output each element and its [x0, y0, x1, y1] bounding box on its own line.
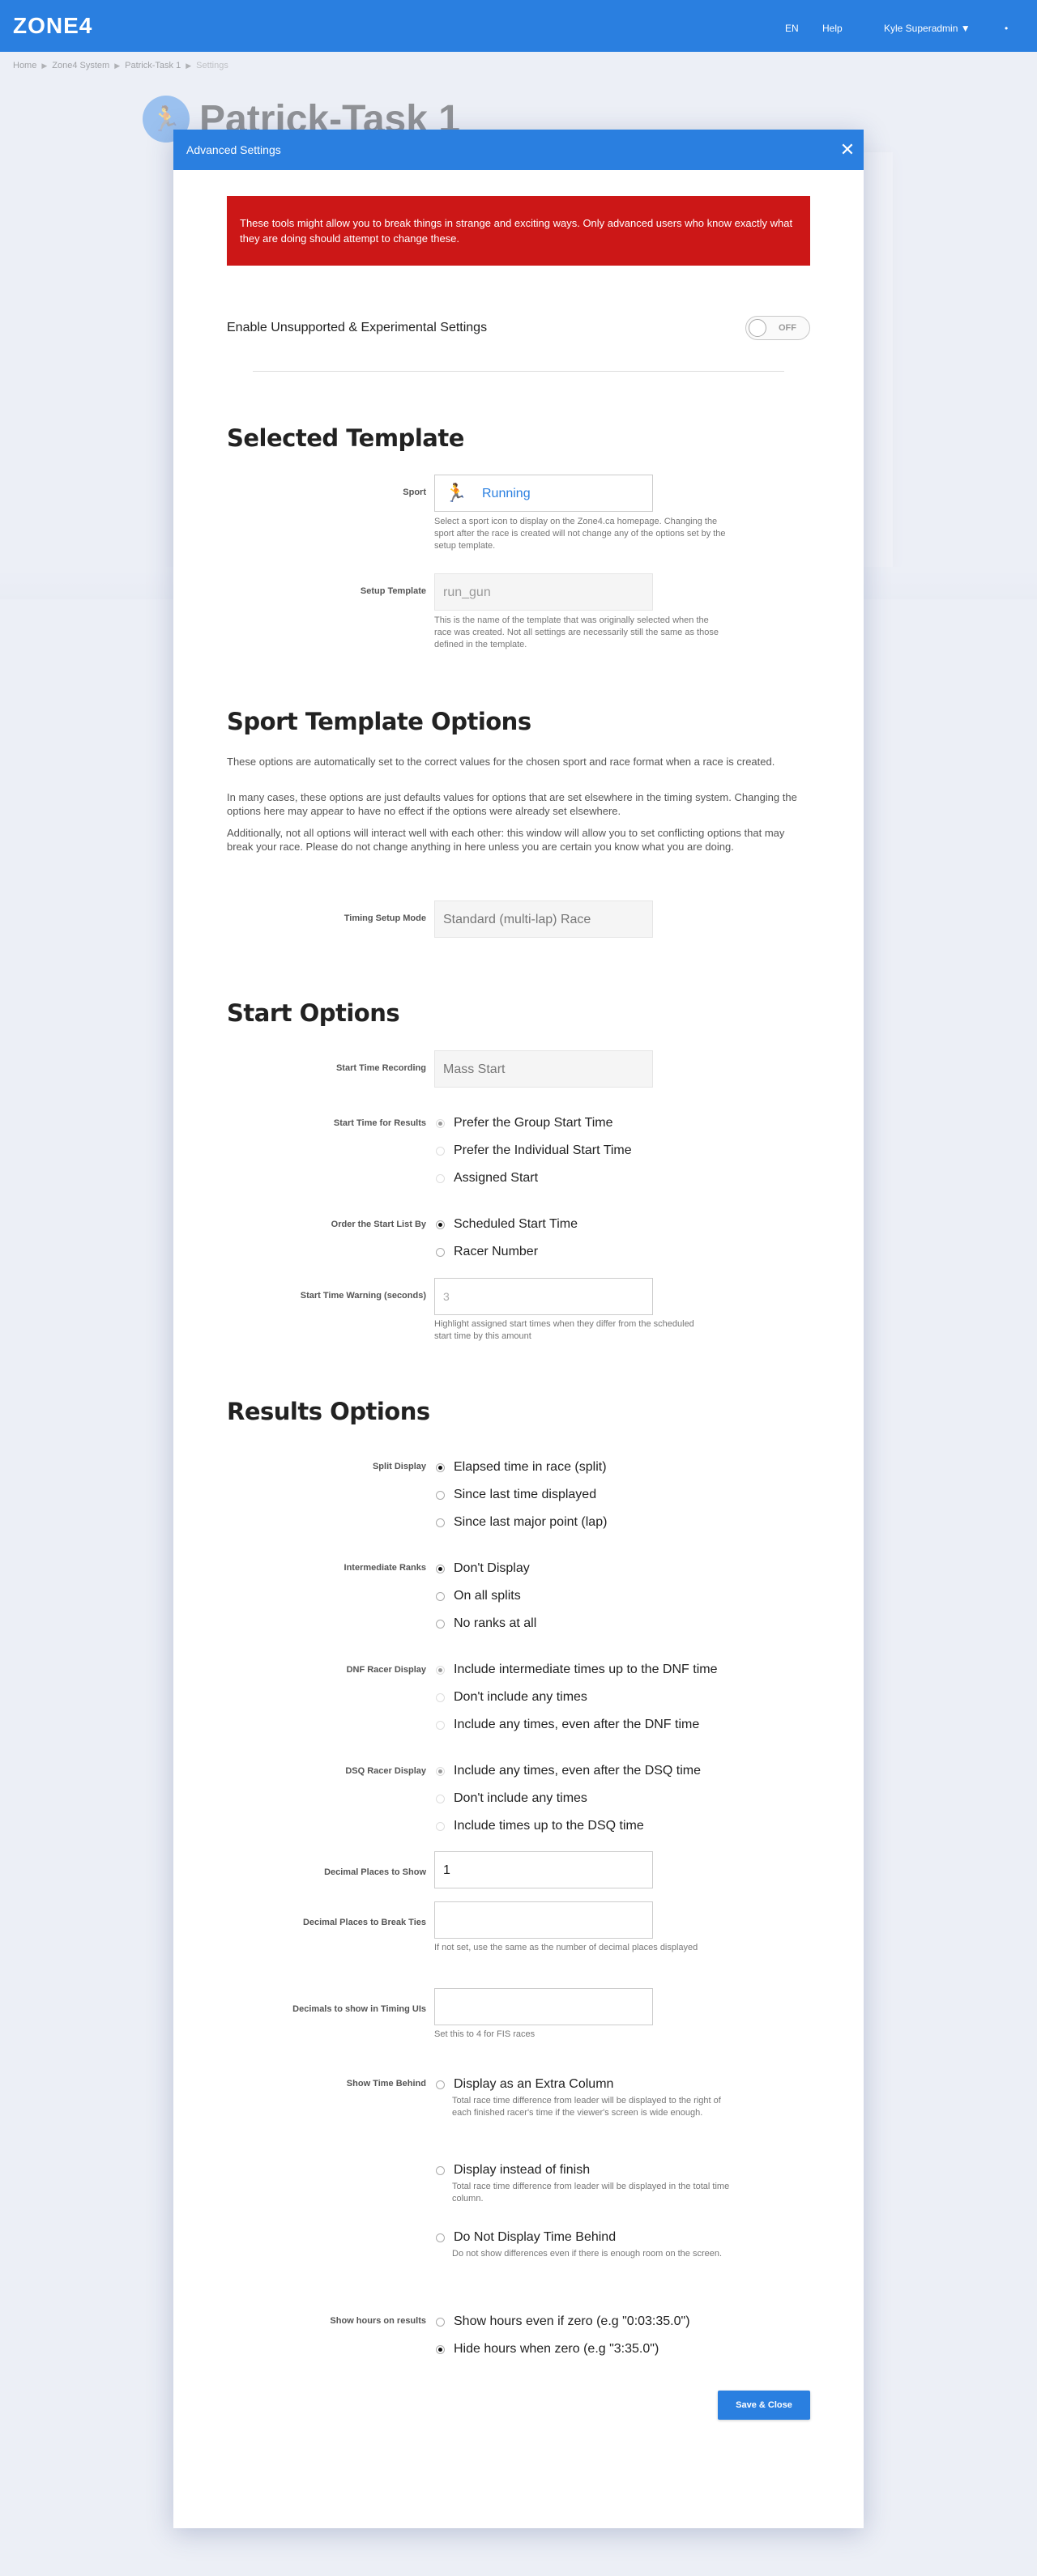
radio-label: Include intermediate times up to the DNF time — [454, 1663, 718, 1676]
sport-label: Sport — [403, 488, 426, 497]
results-options-title: Results Options — [227, 1398, 430, 1425]
order-start-list-label: Order the Start List By — [331, 1220, 426, 1229]
radio-behind-instead-finish[interactable] — [436, 2163, 590, 2178]
radio-dot — [436, 1518, 445, 1527]
timing-uis-decimals-input[interactable] — [434, 1988, 653, 2025]
radio-label: Scheduled Start Time — [454, 1217, 578, 1231]
radio-ranks-all-splits[interactable] — [436, 1589, 521, 1603]
radio-racer-number[interactable] — [436, 1245, 538, 1259]
radio-hours-show[interactable] — [436, 2314, 690, 2329]
radio-dot — [436, 1721, 445, 1730]
radio-prefer-individual[interactable] — [436, 1143, 632, 1158]
decimal-ties-help: If not set, use the same as the number of decimal places displayed — [434, 1943, 698, 1952]
top-nav — [0, 0, 1037, 52]
radio-label: Hide hours when zero (e.g "3:35.0") — [454, 2342, 659, 2356]
radio-label: Include times up to the DSQ time — [454, 1819, 644, 1833]
radio-dot — [436, 1767, 445, 1776]
radio-dot — [436, 2345, 445, 2354]
running-icon: 🏃 — [445, 483, 467, 503]
radio-dot — [436, 2166, 445, 2175]
radio-split-since-last[interactable] — [436, 1488, 596, 1502]
radio-dsq-up-to[interactable] — [436, 1819, 644, 1833]
radio-split-since-major[interactable] — [436, 1515, 607, 1530]
radio-label: Don't include any times — [454, 1791, 587, 1805]
sport-template-para-1: These options are automatically set to the correct values for the chosen sport and race format when a race is created. — [227, 756, 775, 768]
experimental-settings-label: Enable Unsupported & Experimental Settings — [227, 321, 488, 334]
show-hours-label: Show hours on results — [330, 2316, 426, 2326]
toggle-knob — [749, 319, 766, 337]
behind-not-display-help: Do not show differences even if there is enough room on the screen. — [452, 2249, 723, 2259]
radio-label: Display instead of finish — [454, 2163, 591, 2177]
radio-label: Elapsed time in race (split) — [454, 1460, 607, 1474]
zone4-logo[interactable]: ZONE4 — [13, 13, 93, 38]
timing-setup-label: Timing Setup Mode — [344, 913, 426, 923]
radio-prefer-group[interactable] — [436, 1116, 613, 1130]
start-warning-input[interactable]: 3 — [434, 1278, 653, 1315]
behind-instead-finish-help: Total race time difference from leader will be displayed in the total time column. — [452, 2182, 730, 2203]
timing-uis-decimals-help: Set this to 4 for FIS races — [434, 2029, 536, 2039]
user-menu[interactable]: Kyle Superadmin ▼ — [884, 23, 971, 34]
radio-dot — [436, 1463, 445, 1472]
sport-template-para-3: Additionally, not all options will interact well with each other: this window will allow you to set conflicting options that may break your race. Please do not change anything in here unless you are certain you know what you are doing. — [227, 827, 785, 853]
radio-hours-hide[interactable] — [436, 2342, 659, 2357]
radio-label: Since last time displayed — [454, 1488, 597, 1501]
sport-value: Running — [482, 487, 531, 500]
help-link[interactable]: Help — [822, 23, 843, 34]
decimal-places-label: Decimal Places to Show — [324, 1867, 426, 1877]
radio-dot — [436, 1147, 445, 1156]
radio-label: Prefer the Individual Start Time — [454, 1143, 632, 1157]
radio-dsq-any[interactable] — [436, 1764, 701, 1778]
radio-ranks-none[interactable] — [436, 1616, 536, 1631]
divider — [253, 371, 784, 372]
start-options-title: Start Options — [227, 999, 400, 1027]
radio-label: Racer Number — [454, 1245, 539, 1258]
radio-dot — [436, 1565, 445, 1573]
close-icon[interactable]: ✕ — [839, 139, 856, 160]
toggle-state: OFF — [779, 323, 796, 333]
save-close-button[interactable]: Save & Close — [718, 2391, 810, 2420]
radio-label: Don't include any times — [454, 1690, 587, 1704]
modal-header — [173, 130, 864, 170]
radio-dnf-none[interactable] — [436, 1690, 587, 1705]
dnf-display-label: DNF Racer Display — [346, 1665, 426, 1675]
behind-extra-column-help: Total race time difference from leader will be displayed to the right of each finished racer's time if the viewer's screen is wide enough. — [452, 2096, 721, 2118]
radio-dot — [436, 1666, 445, 1675]
radio-behind-extra-column[interactable] — [436, 2077, 613, 2092]
radio-ranks-dont-display[interactable] — [436, 1561, 530, 1576]
experimental-toggle[interactable] — [745, 316, 810, 340]
radio-label: On all splits — [454, 1589, 521, 1603]
radio-label: Prefer the Group Start Time — [454, 1116, 613, 1130]
timing-setup-field: Standard (multi-lap) Race — [434, 901, 653, 938]
time-behind-label: Show Time Behind — [346, 2079, 426, 2088]
radio-dot — [436, 2080, 445, 2089]
intermediate-ranks-label: Intermediate Ranks — [344, 1563, 426, 1573]
advanced-settings-modal — [173, 130, 864, 2528]
modal-title: Advanced Settings — [186, 143, 281, 156]
setup-template-help: This is the name of the template that was originally selected when the race was created. Not all settings are necessarily still the same as those defined in the template. — [434, 615, 719, 649]
decimal-places-input[interactable]: 1 — [434, 1851, 653, 1888]
radio-dot — [436, 1174, 445, 1183]
radio-dot — [436, 1795, 445, 1803]
radio-label: Since last major point (lap) — [454, 1515, 608, 1529]
radio-label: Include any times, even after the DSQ time — [454, 1764, 702, 1778]
sport-selector[interactable] — [434, 475, 653, 512]
dsq-display-label: DSQ Racer Display — [345, 1766, 426, 1776]
selected-template-title: Selected Template — [227, 424, 464, 452]
split-display-label: Split Display — [372, 1462, 426, 1471]
menu-dot[interactable]: • — [1005, 23, 1009, 34]
radio-dot — [436, 1620, 445, 1629]
warning-banner: These tools might allow you to break things in strange and exciting ways. Only advanced users who know exactly what they are doing should attempt to change these. — [227, 196, 810, 266]
radio-dnf-any[interactable] — [436, 1718, 699, 1732]
radio-label: Do Not Display Time Behind — [454, 2230, 617, 2244]
start-recording-label: Start Time Recording — [335, 1063, 426, 1073]
language-link[interactable]: EN — [785, 23, 799, 34]
start-results-label: Start Time for Results — [333, 1118, 426, 1128]
radio-label: Display as an Extra Column — [454, 2077, 614, 2091]
radio-label: Assigned Start — [454, 1171, 539, 1185]
start-recording-field: Mass Start — [434, 1050, 653, 1088]
radio-split-elapsed[interactable] — [436, 1460, 607, 1475]
radio-dot — [436, 1592, 445, 1601]
radio-dsq-none[interactable] — [436, 1791, 587, 1806]
radio-dot — [436, 1248, 445, 1257]
start-warning-help: Highlight assigned start times when they differ from the scheduled start time by this amount — [434, 1319, 694, 1341]
radio-label: Show hours even if zero (e.g "0:03:35.0") — [454, 2314, 690, 2328]
radio-label: No ranks at all — [454, 1616, 537, 1630]
start-warning-label: Start Time Warning (seconds) — [300, 1291, 426, 1301]
sport-template-para-2: In many cases, these options are just defaults values for options that are set elsewhere in the timing system. Changing the options here may appear to have no effect if the options were already set elsewhere. — [227, 791, 797, 817]
radio-assigned-start[interactable] — [436, 1171, 538, 1186]
radio-dnf-intermediate[interactable] — [436, 1663, 717, 1677]
sport-help: Select a sport icon to display on the Zone4.ca homepage. Changing the sport after the race is created will not change any of the options set by the setup template. — [434, 517, 726, 551]
radio-dot — [436, 1693, 445, 1702]
radio-label: Include any times, even after the DNF time — [454, 1718, 700, 1731]
radio-label: Don't Display — [454, 1561, 530, 1575]
radio-dot — [436, 2318, 445, 2327]
setup-template-label: Setup Template — [360, 586, 426, 596]
radio-dot — [436, 1491, 445, 1500]
decimal-ties-label: Decimal Places to Break Ties — [302, 1918, 426, 1927]
radio-behind-not-display[interactable] — [436, 2230, 616, 2245]
radio-dot — [436, 1220, 445, 1229]
radio-scheduled-start[interactable] — [436, 1217, 578, 1232]
radio-dot — [436, 1822, 445, 1831]
timing-uis-decimals-label: Decimals to show in Timing UIs — [292, 2004, 426, 2014]
sport-template-options-title: Sport Template Options — [227, 708, 531, 735]
decimal-ties-input[interactable] — [434, 1901, 653, 1939]
radio-dot — [436, 2233, 445, 2242]
radio-dot — [436, 1119, 445, 1128]
setup-template-field: run_gun — [434, 573, 653, 611]
